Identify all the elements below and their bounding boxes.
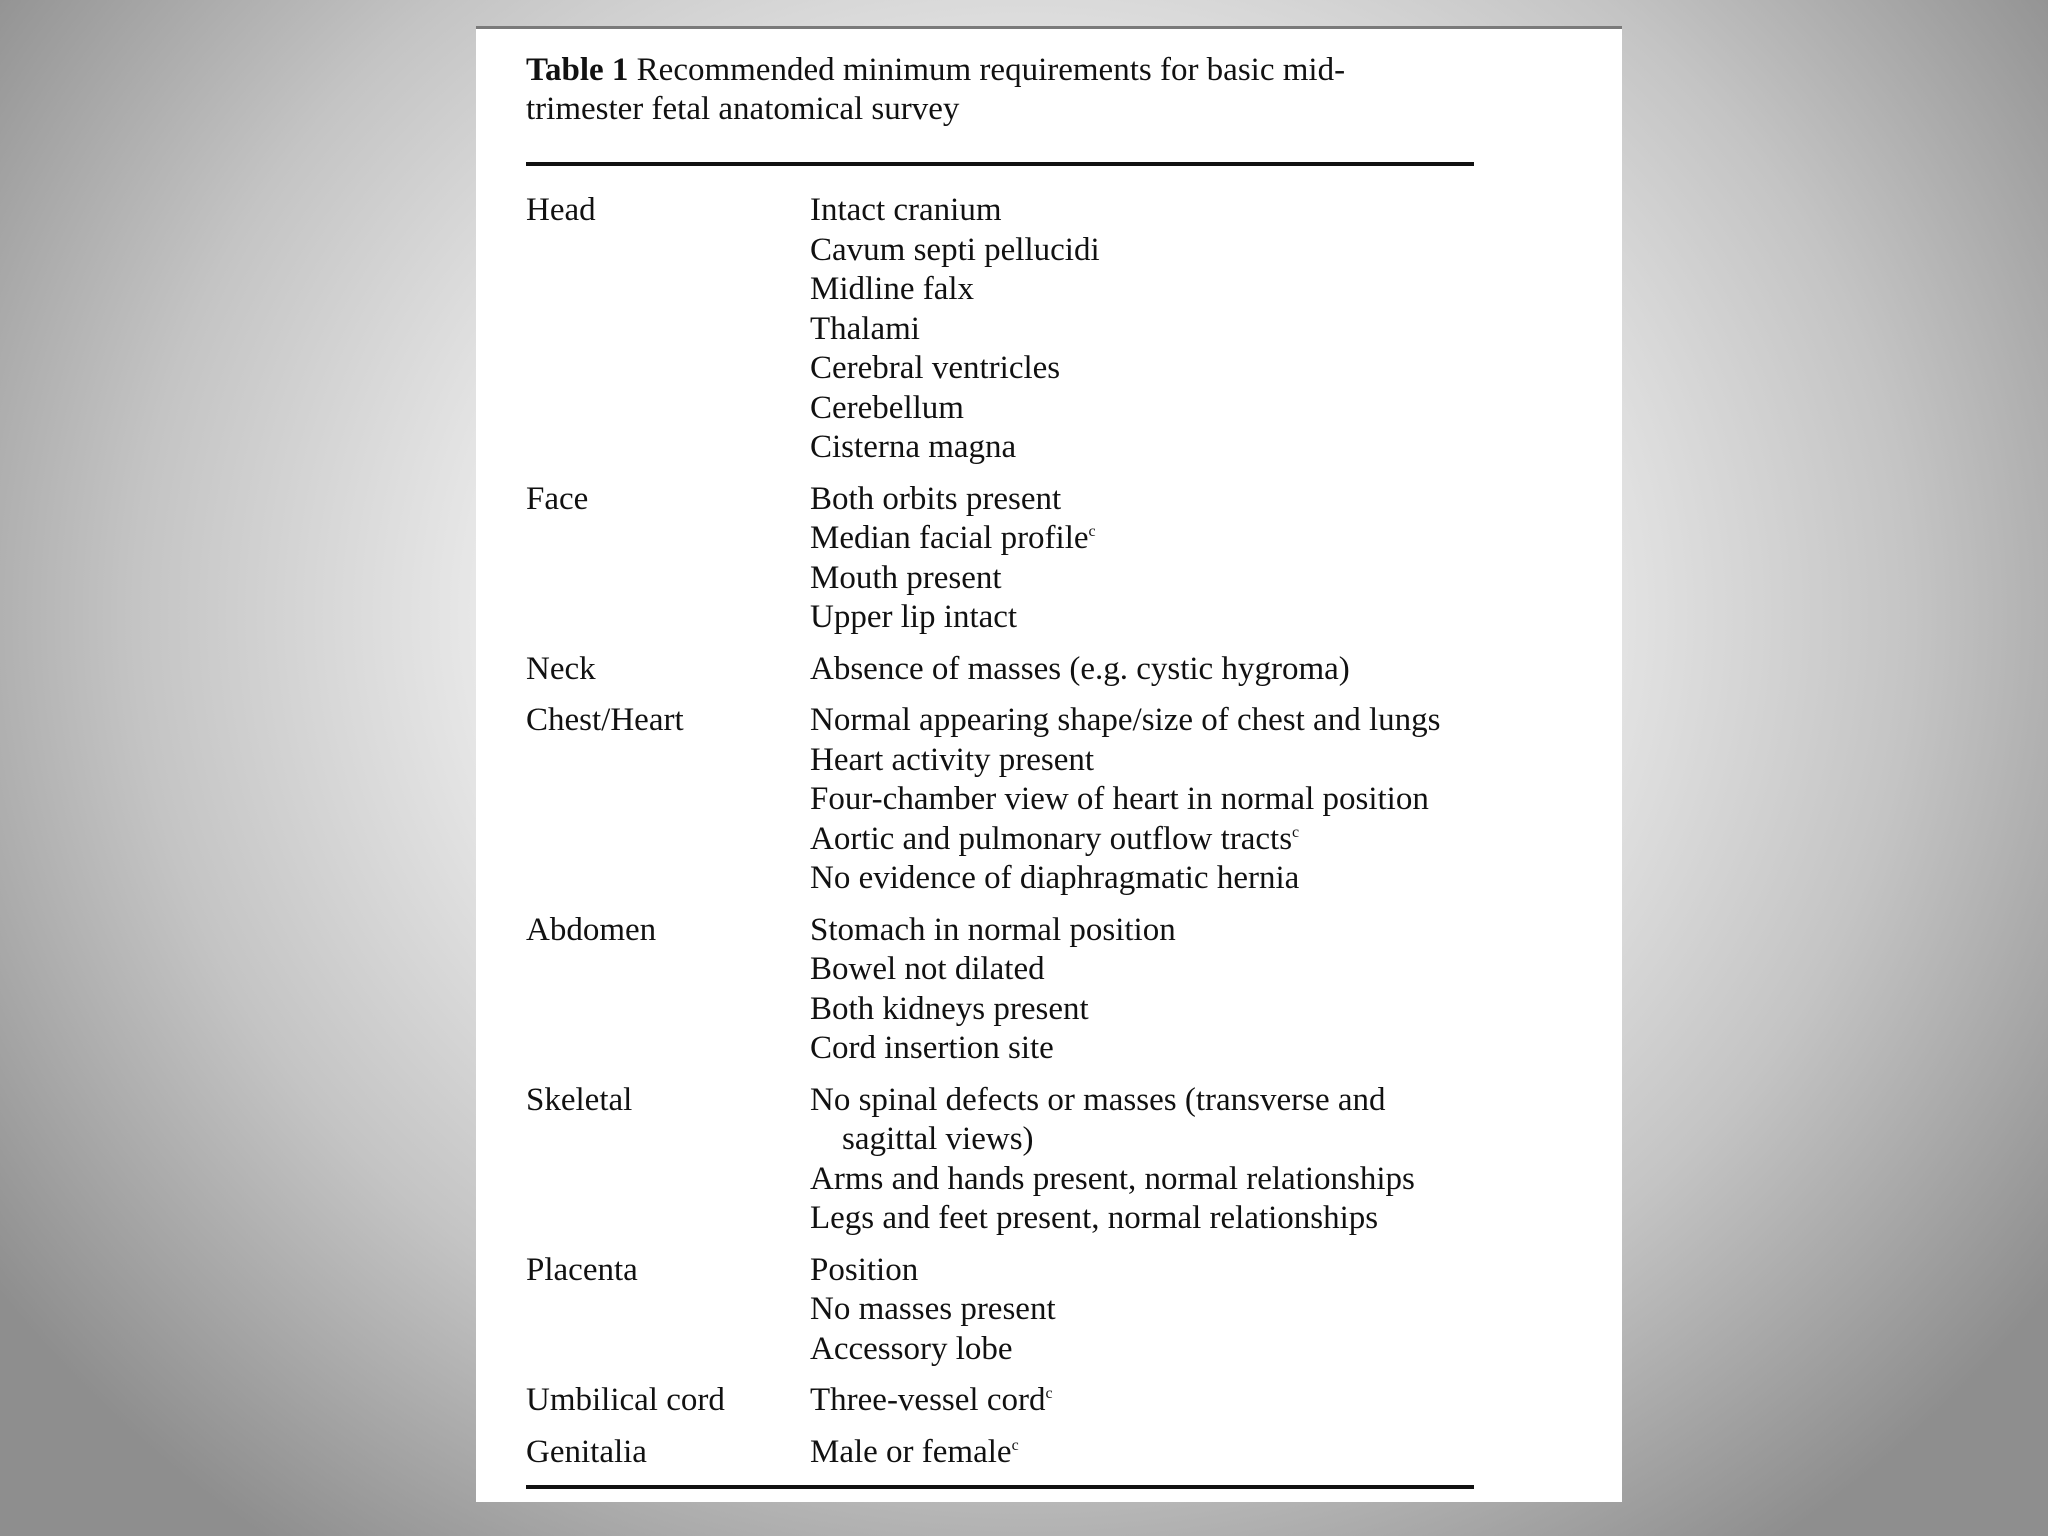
table-row-head xyxy=(526,191,1486,468)
table-row-umbilical-cord xyxy=(526,1381,1486,1421)
requirement-list xyxy=(810,701,1486,899)
category-label: Skeletal xyxy=(526,1081,633,1118)
requirement-item xyxy=(810,650,1486,690)
table-row-genitalia xyxy=(526,1433,1486,1473)
requirement-text: Median facial profile xyxy=(810,520,1089,556)
table-row-placenta xyxy=(526,1251,1486,1370)
requirement-item xyxy=(810,519,1486,559)
table-caption xyxy=(526,51,1426,129)
requirement-text: Four-chamber view of heart in normal position xyxy=(810,781,1429,817)
requirement-list xyxy=(810,1381,1486,1421)
requirement-text: Absence of masses (e.g. cystic hygroma) xyxy=(810,650,1350,687)
category-label: Head xyxy=(526,192,596,228)
requirement-item xyxy=(810,950,1486,990)
requirement-list xyxy=(810,1081,1486,1239)
requirement-item xyxy=(810,480,1486,520)
requirement-text: No masses present xyxy=(810,1291,1056,1327)
category-label: Chest/Heart xyxy=(526,702,684,738)
table-title: Recommended minimum requirements for basic mid-trimester fetal anatomical survey xyxy=(526,52,1346,127)
category-label: Placenta xyxy=(526,1251,638,1288)
requirement-text: Both kidneys present xyxy=(810,990,1089,1027)
requirement-item xyxy=(810,820,1486,860)
requirement-item xyxy=(810,990,1486,1030)
requirement-item xyxy=(810,349,1486,389)
category-label: Neck xyxy=(526,650,596,687)
requirement-text: Both orbits present xyxy=(810,480,1062,517)
bottom-rule xyxy=(526,1485,1474,1489)
requirement-item xyxy=(810,1290,1486,1330)
requirements-table xyxy=(526,191,1486,1484)
requirement-text: No evidence of diaphragmatic hernia xyxy=(810,860,1300,896)
table-row-neck xyxy=(526,650,1486,690)
requirement-text: Mouth present xyxy=(810,559,1002,596)
requirement-text: Upper lip intact xyxy=(810,599,1018,635)
requirement-item xyxy=(810,1081,1482,1160)
requirement-item xyxy=(810,701,1486,741)
requirement-text: Intact cranium xyxy=(810,192,1002,228)
footnote-mark: c xyxy=(1088,523,1096,540)
requirement-item xyxy=(810,270,1486,310)
table-row-skeletal xyxy=(526,1081,1486,1239)
category-label: Face xyxy=(526,480,589,517)
requirement-item xyxy=(810,598,1486,638)
table-row-face xyxy=(526,480,1486,638)
requirement-item xyxy=(810,1160,1486,1200)
category-label: Umbilical cord xyxy=(526,1382,725,1418)
requirement-text: Accessory lobe xyxy=(810,1330,1013,1367)
table-row-abdomen xyxy=(526,911,1486,1069)
requirement-text: Position xyxy=(810,1251,919,1288)
requirement-text: Thalami xyxy=(810,310,920,347)
requirement-item xyxy=(810,389,1486,429)
requirement-text: Male or female xyxy=(810,1433,1012,1470)
document-page xyxy=(476,26,1622,1502)
requirement-text: Cerebral ventricles xyxy=(810,350,1061,386)
requirement-item xyxy=(810,310,1486,350)
table-label: Table 1 xyxy=(526,52,629,88)
requirement-item xyxy=(810,1381,1486,1421)
requirement-text: Cord insertion site xyxy=(810,1030,1054,1066)
requirement-item xyxy=(810,1330,1486,1370)
requirement-list xyxy=(810,1251,1486,1370)
requirement-text: Bowel not dilated xyxy=(810,951,1045,987)
requirement-item xyxy=(810,191,1486,231)
requirement-list xyxy=(810,191,1486,468)
requirement-text: Midline falx xyxy=(810,271,975,307)
footnote-mark: c xyxy=(1011,1436,1019,1454)
requirement-item xyxy=(810,1199,1486,1239)
top-rule xyxy=(526,162,1474,166)
requirement-text: No spinal defects or masses (transverse and sagittal views) xyxy=(810,1081,1386,1157)
requirement-item xyxy=(810,911,1486,951)
requirement-item xyxy=(810,859,1486,899)
requirement-list xyxy=(810,650,1486,690)
requirement-text: Aortic and pulmonary outflow tracts xyxy=(810,820,1293,857)
requirement-list xyxy=(810,480,1486,638)
requirement-list xyxy=(810,911,1486,1069)
footnote-mark: c xyxy=(1045,1385,1053,1402)
requirement-text: Cavum septi pellucidi xyxy=(810,231,1100,268)
requirement-item xyxy=(810,1433,1486,1473)
requirement-item xyxy=(810,1029,1486,1069)
requirement-text: Legs and feet present, normal relationships xyxy=(810,1200,1379,1236)
requirement-text: Arms and hands present, normal relationships xyxy=(810,1160,1415,1197)
requirement-text: Stomach in normal position xyxy=(810,911,1176,948)
table-row-chest-heart xyxy=(526,701,1486,899)
requirement-item xyxy=(810,1251,1486,1291)
requirement-text: Heart activity present xyxy=(810,741,1095,778)
requirement-item xyxy=(810,780,1486,820)
requirement-text: Normal appearing shape/size of chest and lungs xyxy=(810,702,1441,738)
requirement-text: Cisterna magna xyxy=(810,429,1017,465)
requirement-text: Three-vessel cord xyxy=(810,1382,1046,1418)
requirement-text: Cerebellum xyxy=(810,389,964,426)
requirement-item xyxy=(810,231,1486,271)
requirement-item xyxy=(810,559,1486,599)
category-label: Abdomen xyxy=(526,911,657,948)
requirement-item xyxy=(810,428,1486,468)
category-label: Genitalia xyxy=(526,1433,647,1470)
footnote-mark: c xyxy=(1292,823,1300,841)
requirement-item xyxy=(810,741,1486,781)
requirement-list xyxy=(810,1433,1486,1473)
